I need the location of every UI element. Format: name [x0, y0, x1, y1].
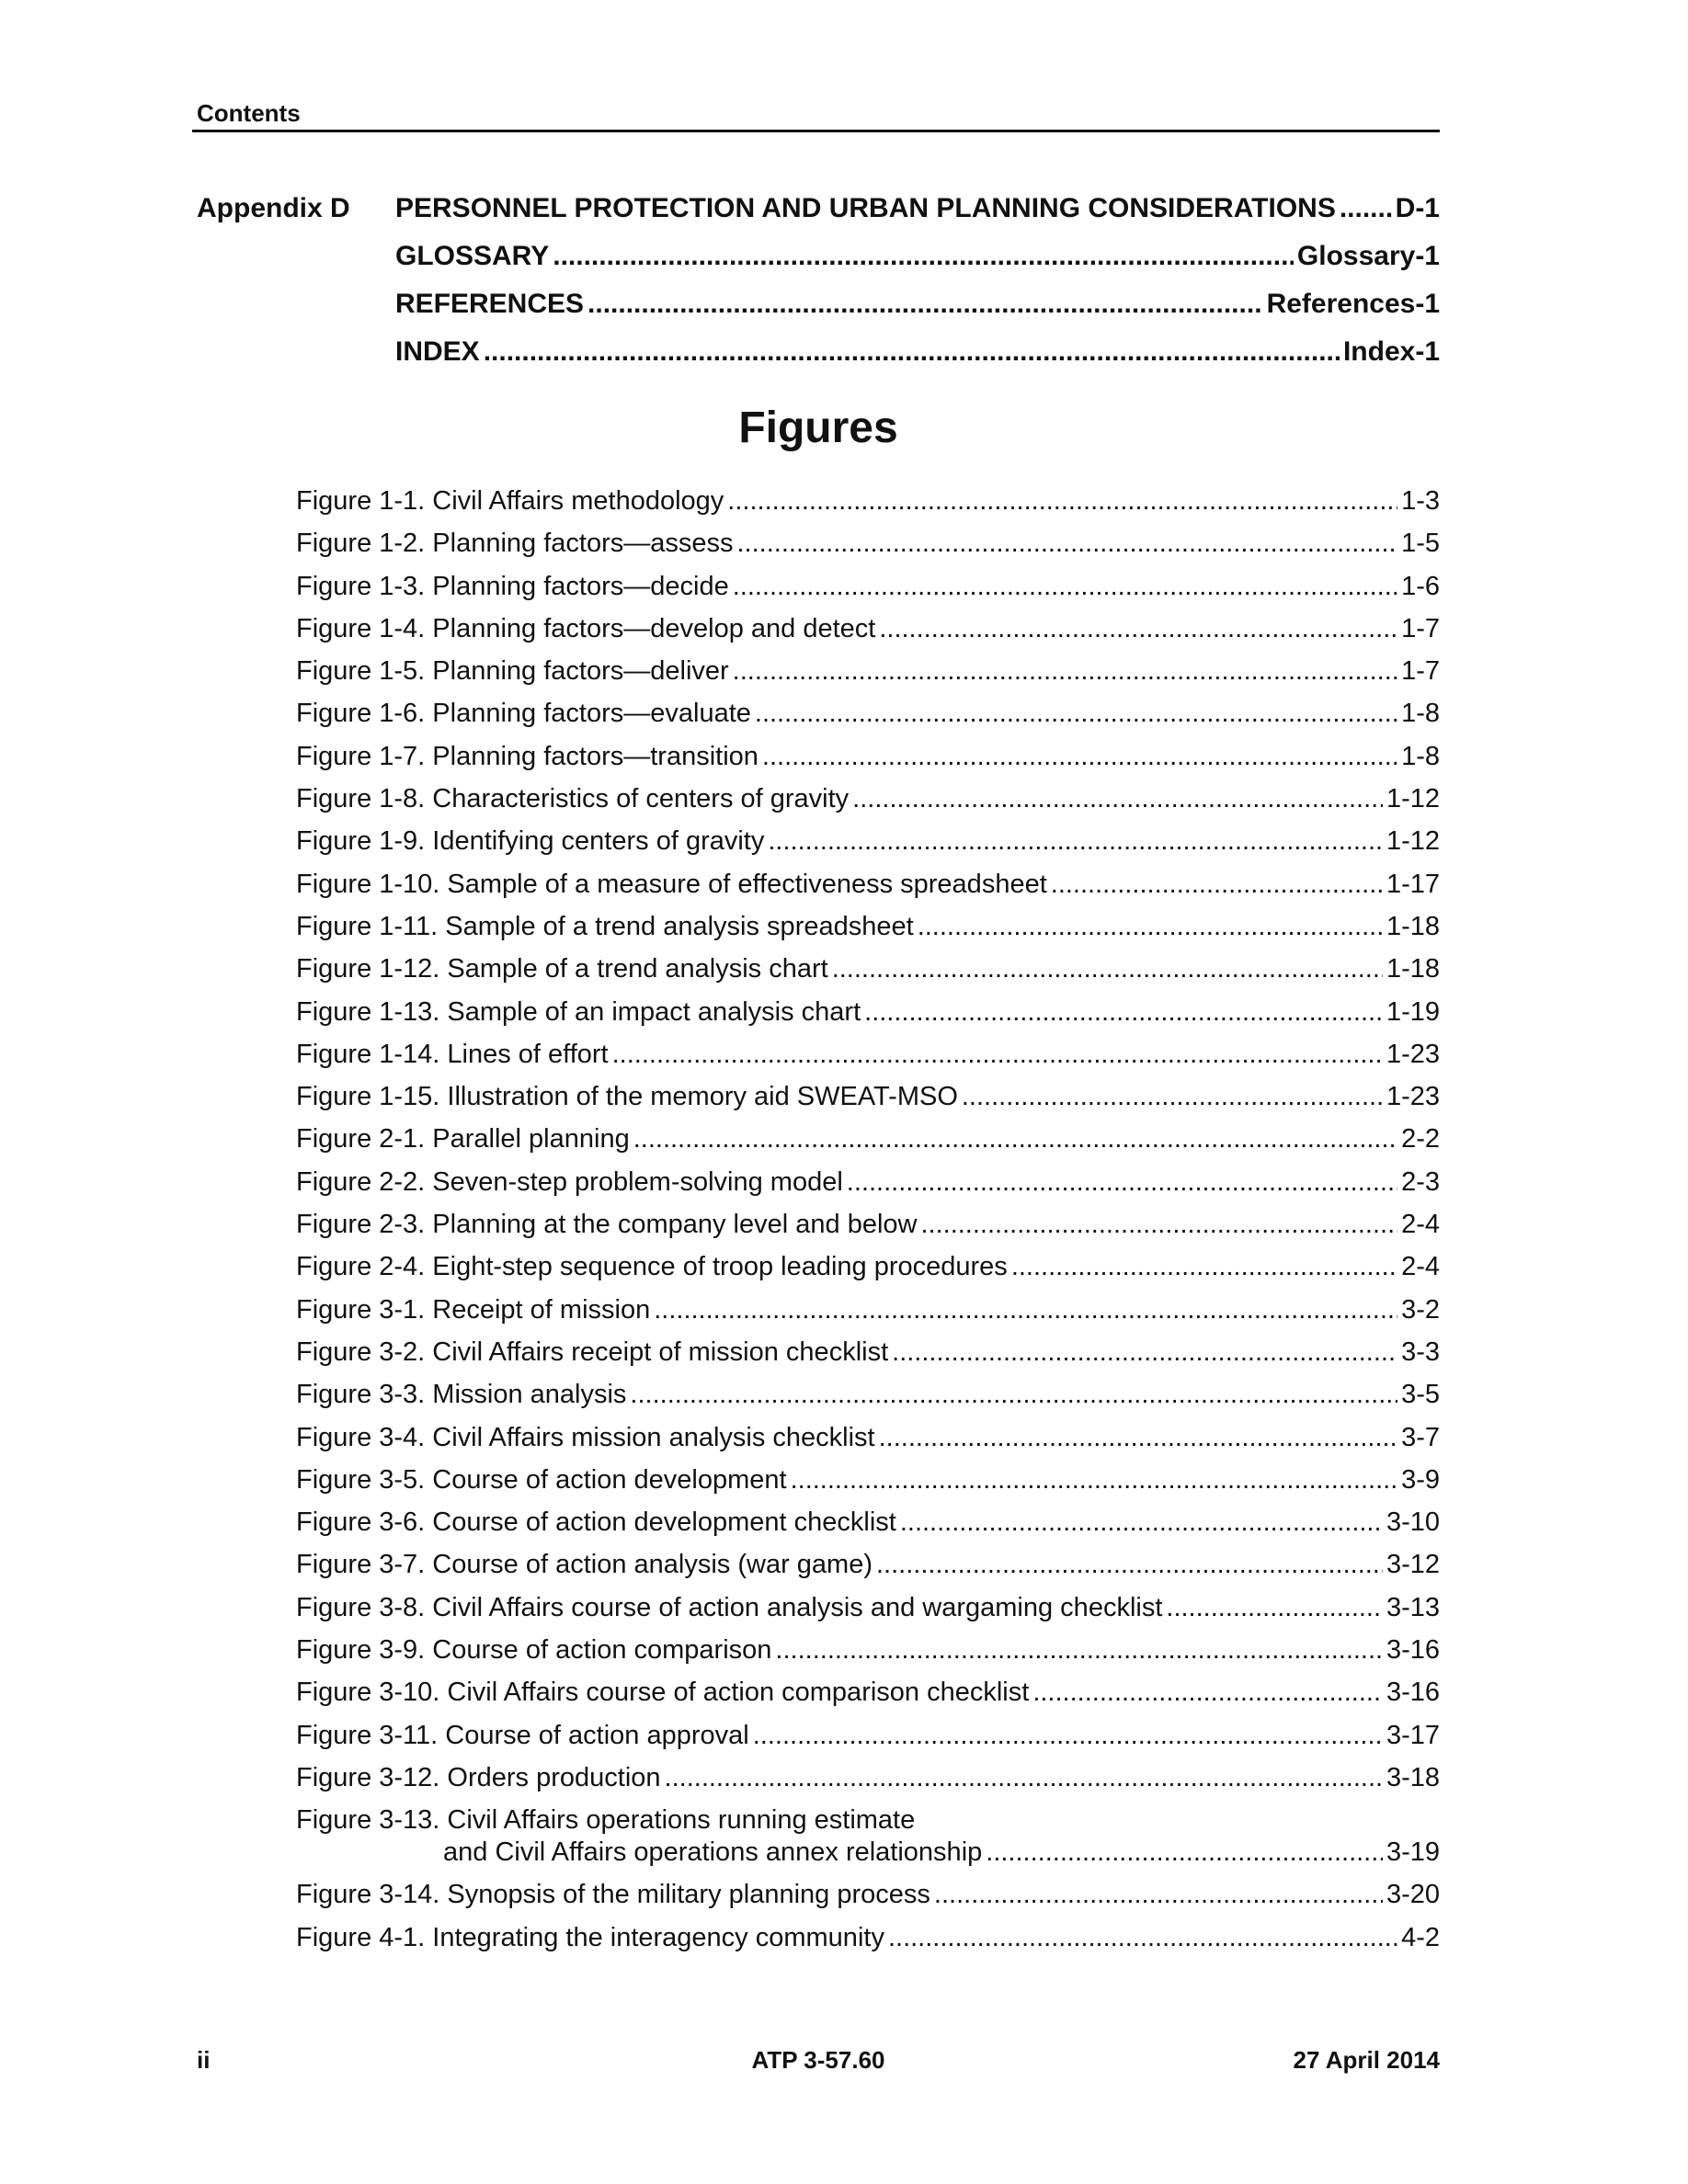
figure-page: 2-4	[1401, 1252, 1440, 1282]
dot-leader	[852, 784, 1383, 814]
dot-leader	[900, 1507, 1383, 1538]
figure-title: Figure 3-6. Course of action development checklist	[296, 1507, 896, 1538]
figure-title: Figure 1-14. Lines of effort	[296, 1039, 609, 1069]
contents-entries	[197, 193, 1440, 384]
figure-page: 3-12	[1386, 1550, 1440, 1580]
figure-list-item[interactable]	[296, 1124, 1440, 1166]
figure-page: 3-10	[1386, 1507, 1440, 1538]
figure-page: 1-23	[1386, 1082, 1440, 1112]
figure-list-item[interactable]	[296, 1678, 1440, 1720]
figure-list-item[interactable]	[296, 614, 1440, 656]
dot-leader	[832, 954, 1383, 984]
dot-leader	[553, 241, 1294, 272]
figure-title: Figure 1-9. Identifying centers of gravity	[296, 826, 765, 857]
figure-title: Figure 1-4. Planning factors—develop and detect	[296, 613, 876, 643]
figure-list-item[interactable]	[296, 1040, 1440, 1082]
figure-title: Figure 2-4. Eight-step sequence of troop leading procedures	[296, 1252, 1008, 1282]
toc-title: REFERENCES	[395, 289, 585, 319]
figures-list	[296, 486, 1440, 1965]
figure-list-item[interactable]	[296, 954, 1440, 996]
figure-page: 1-18	[1386, 954, 1440, 984]
figure-page: 3-13	[1386, 1592, 1440, 1622]
figure-title: Figure 1-1. Civil Affairs methodology	[296, 486, 724, 516]
figure-list-item[interactable]	[296, 826, 1440, 869]
dot-leader	[934, 1880, 1383, 1910]
toc-title: INDEX	[395, 336, 480, 367]
dot-leader	[879, 614, 1397, 644]
figure-title: Figure 3-4. Civil Affairs mission analysis checklist	[296, 1422, 875, 1452]
figure-page: 3-9	[1401, 1464, 1440, 1495]
dot-leader	[612, 1040, 1383, 1070]
figure-list-item[interactable]	[296, 1593, 1440, 1635]
toc-row-appendix-d[interactable]	[197, 193, 1440, 241]
figure-list-item[interactable]	[296, 1423, 1440, 1465]
dot-leader	[733, 572, 1397, 602]
figure-list-item[interactable]	[296, 1763, 1440, 1805]
figure-page: 3-16	[1386, 1678, 1440, 1708]
figure-title: Figure 1-13. Sample of an impact analysis chart	[296, 996, 861, 1027]
figure-page: 2-4	[1401, 1210, 1440, 1240]
figure-title: Figure 1-6. Planning factors—evaluate	[296, 699, 751, 729]
figure-title: Figure 1-5. Planning factors—deliver	[296, 656, 729, 687]
figure-list-item[interactable]	[296, 1082, 1440, 1124]
figure-list-item[interactable]	[296, 1721, 1440, 1763]
dot-leader	[918, 912, 1383, 942]
figure-page: 1-12	[1386, 826, 1440, 857]
figure-list-item[interactable]	[296, 912, 1440, 954]
dot-leader	[920, 1210, 1397, 1240]
figure-title: Figure 4-1. Integrating the interagency community	[296, 1922, 884, 1952]
figure-page: 1-18	[1386, 911, 1440, 941]
figure-page: 1-7	[1401, 656, 1440, 687]
figure-page: 2-2	[1401, 1124, 1440, 1155]
figure-list-item[interactable]	[296, 784, 1440, 826]
dot-leader	[986, 1837, 1383, 1868]
figure-title: Figure 1-15. Illustration of the memory aid SWEAT-MSO	[296, 1082, 958, 1112]
figure-title: Figure 1-7. Planning factors—transition	[296, 741, 758, 771]
dot-leader	[892, 1337, 1397, 1368]
dot-leader	[1340, 193, 1392, 224]
figure-title: Figure 1-10. Sample of a measure of effectiveness spreadsheet	[296, 869, 1047, 899]
figure-title: Figure 1-2. Planning factors—assess	[296, 529, 734, 559]
figure-page: 1-8	[1401, 699, 1440, 729]
toc-title: GLOSSARY	[395, 241, 550, 271]
figure-title: Figure 3-13. Civil Affairs operations running estimate	[296, 1805, 916, 1836]
toc-row-index[interactable]	[197, 336, 1440, 384]
figure-page: 3-3	[1401, 1337, 1440, 1367]
figure-title: Figure 1-3. Planning factors—decide	[296, 571, 729, 601]
header-rule	[192, 130, 1440, 132]
running-header: Contents	[197, 99, 301, 127]
dot-leader	[665, 1763, 1383, 1793]
figure-list-item[interactable]	[296, 997, 1440, 1040]
figure-page: 1-7	[1401, 613, 1440, 643]
dot-leader	[762, 742, 1397, 772]
figure-list-item[interactable]	[296, 1295, 1440, 1337]
figure-list-item[interactable]	[296, 1880, 1440, 1922]
toc-row-references[interactable]	[197, 289, 1440, 336]
figure-page: 3-19	[1386, 1837, 1440, 1868]
section-title: Figures	[738, 404, 898, 452]
figure-title: Figure 3-2. Civil Affairs receipt of mission checklist	[296, 1337, 889, 1367]
dot-leader	[654, 1295, 1397, 1325]
dot-leader	[755, 699, 1397, 729]
figure-list-item[interactable]	[296, 699, 1440, 741]
dot-leader	[587, 289, 1263, 320]
footer-page-number: ii	[197, 2046, 211, 2074]
figure-list-item[interactable]	[296, 1167, 1440, 1210]
figure-list-item[interactable]	[296, 1252, 1440, 1294]
dot-leader	[864, 997, 1383, 1028]
figure-list-item[interactable]	[296, 1210, 1440, 1252]
dot-leader	[737, 529, 1398, 559]
dot-leader	[847, 1167, 1397, 1198]
figure-page: 4-2	[1401, 1922, 1440, 1952]
figure-title: Figure 3-8. Civil Affairs course of action analysis and wargaming checklist	[296, 1592, 1163, 1622]
toc-row-glossary[interactable]	[197, 241, 1440, 289]
toc-appendix-label: Appendix D	[197, 193, 350, 223]
figure-page: 1-3	[1401, 486, 1440, 516]
figure-page: 3-5	[1401, 1380, 1440, 1410]
figure-list-item[interactable]	[296, 1337, 1440, 1380]
dot-leader	[1032, 1678, 1383, 1708]
figure-title: Figure 2-1. Parallel planning	[296, 1124, 630, 1155]
figure-list-item[interactable]	[296, 529, 1440, 571]
dot-leader	[727, 486, 1397, 517]
dot-leader	[753, 1721, 1383, 1751]
figure-page: 1-17	[1386, 869, 1440, 899]
toc-page: Glossary-1	[1296, 241, 1440, 271]
figure-page: 3-2	[1401, 1294, 1440, 1325]
figure-title: Figure 3-9. Course of action comparison	[296, 1635, 772, 1666]
figure-page: 1-12	[1386, 784, 1440, 814]
toc-page: References-1	[1266, 289, 1440, 319]
toc-page: Index-1	[1342, 336, 1440, 367]
figure-title: Figure 1-12. Sample of a trend analysis chart	[296, 954, 828, 984]
figure-page: 1-8	[1401, 741, 1440, 771]
figure-list-item[interactable]	[296, 1923, 1440, 1965]
figure-page: 3-20	[1386, 1880, 1440, 1910]
figure-page: 1-23	[1386, 1039, 1440, 1069]
dot-leader	[962, 1082, 1383, 1112]
figure-title: Figure 3-7. Course of action analysis (war game)	[296, 1550, 873, 1580]
footer-publication: ATP 3-57.60	[751, 2046, 885, 2074]
figure-page: 3-7	[1401, 1422, 1440, 1452]
dot-leader	[733, 656, 1397, 687]
figure-title-continued: and Civil Affairs operations annex relationship	[443, 1837, 983, 1868]
figure-page: 3-16	[1386, 1635, 1440, 1666]
dot-leader	[876, 1550, 1383, 1580]
dot-leader	[768, 826, 1383, 857]
figure-title: Figure 3-10. Civil Affairs course of action comparison checklist	[296, 1678, 1030, 1708]
dot-leader	[791, 1465, 1398, 1496]
dot-leader	[879, 1423, 1397, 1453]
figure-page: 1-5	[1401, 529, 1440, 559]
figure-list-item[interactable]	[296, 1805, 1440, 1880]
dot-leader	[1011, 1252, 1397, 1282]
toc-page: D-1	[1395, 193, 1440, 223]
figure-list-item[interactable]	[296, 870, 1440, 912]
figure-title: Figure 3-11. Course of action approval	[296, 1720, 749, 1750]
figure-title: Figure 3-3. Mission analysis	[296, 1380, 627, 1410]
figure-list-item[interactable]	[296, 1380, 1440, 1422]
figure-list-item[interactable]	[296, 1465, 1440, 1507]
dot-leader	[1051, 870, 1383, 900]
figure-list-item[interactable]	[296, 742, 1440, 784]
figure-page: 1-6	[1401, 571, 1440, 601]
dot-leader	[484, 336, 1340, 368]
figure-page: 3-17	[1386, 1720, 1440, 1750]
dot-leader	[888, 1923, 1397, 1953]
figure-list-item[interactable]	[296, 572, 1440, 614]
figure-list-item[interactable]	[296, 656, 1440, 699]
figure-title: Figure 2-2. Seven-step problem-solving model	[296, 1166, 843, 1197]
figure-title: Figure 3-1. Receipt of mission	[296, 1294, 651, 1325]
figure-list-item[interactable]	[296, 1550, 1440, 1592]
figure-title: Figure 1-11. Sample of a trend analysis spreadsheet	[296, 911, 914, 941]
figure-page: 3-18	[1386, 1762, 1440, 1792]
figure-title: Figure 3-12. Orders production	[296, 1762, 661, 1792]
dot-leader	[633, 1124, 1397, 1155]
dot-leader	[775, 1635, 1383, 1666]
figure-page: 2-3	[1401, 1166, 1440, 1197]
footer-date: 27 April 2014	[1293, 2046, 1440, 2074]
figure-title: Figure 3-14. Synopsis of the military planning process	[296, 1880, 930, 1910]
figure-title: Figure 2-3. Planning at the company level and below	[296, 1210, 918, 1240]
figure-list-item[interactable]	[296, 1507, 1440, 1550]
dot-leader	[630, 1380, 1397, 1410]
figure-list-item[interactable]	[296, 486, 1440, 529]
figure-title: Figure 1-8. Characteristics of centers of gravity	[296, 784, 850, 814]
figure-list-item[interactable]	[296, 1635, 1440, 1678]
figure-title: Figure 3-5. Course of action development	[296, 1464, 787, 1495]
toc-title: PERSONNEL PROTECTION AND URBAN PLANNING CONSIDERATIONS	[395, 193, 1336, 223]
figure-page: 1-19	[1386, 996, 1440, 1027]
dot-leader	[1166, 1593, 1383, 1623]
